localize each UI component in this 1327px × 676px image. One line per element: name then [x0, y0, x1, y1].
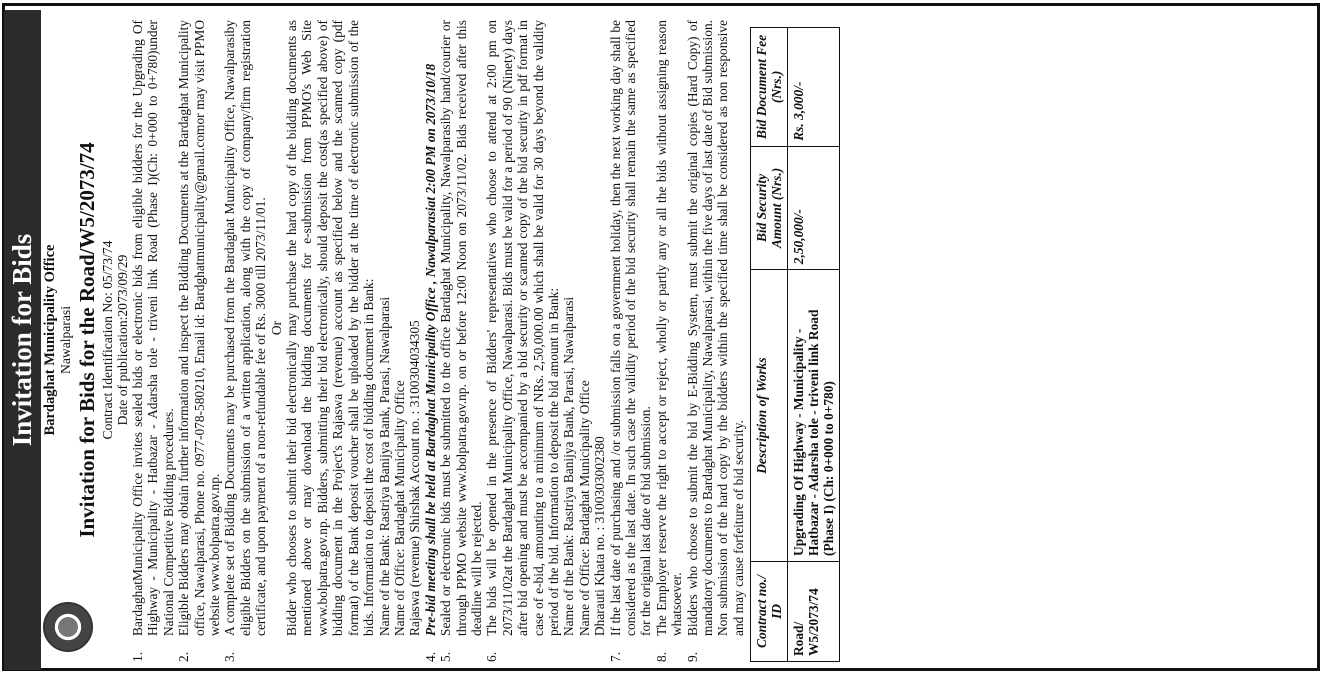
- or-separator: Or: [268, 320, 284, 336]
- list-item: [130, 20, 176, 662]
- column-header: Bid Security Amount (Nrs.): [751, 146, 788, 269]
- bank-name: Name of the Bank: Rastriya Banijya Bank, Parasi, Nawalparasi: [376, 296, 392, 636]
- table-cell: 2,50,000/-: [788, 146, 840, 269]
- deposit-khata: Dharauti Khata no. : 3100303002380: [592, 436, 608, 636]
- item-number: 7.: [607, 651, 623, 662]
- list-item: [438, 20, 484, 662]
- table-cell: Upgrading Of Highway - Municipality - Hatbazar - Adarsha tole - triveni link Road (Phase I) (Ch: 0+000 to 0+780): [788, 270, 840, 562]
- bid-table: [750, 27, 840, 662]
- table-row: [788, 28, 840, 662]
- district-name: Nawalparasi: [58, 306, 73, 374]
- notice-title: Invitation for Bids for the Road/W5/2073/74: [75, 142, 99, 538]
- list-item: [176, 20, 222, 662]
- table-cell: Rs. 3,000/-: [788, 28, 840, 147]
- publication-date: Date of publication:2073/09/29: [115, 254, 130, 426]
- item-number: 9.: [684, 651, 700, 662]
- table-header-row: [751, 28, 788, 662]
- item-text: BardaghatMunicipality Office invites sealed bids or electronic bids from eligible bidders for the Upgrading Of Highway - Municipality - Hatbazar - Adarsha tole - triveni link Road (Phase I)(Ch: 0+000 to 0+780)under National Competitive Bidding procedures.: [130, 20, 176, 636]
- revenue-account: Rajaswa (revenue) Shirshak Account no. : 3100304034305: [407, 320, 423, 636]
- banner-title: Invitation for Bids: [4, 10, 41, 670]
- notice-header: [41, 10, 130, 670]
- list-item: [484, 20, 561, 662]
- item-number: 4.: [422, 651, 438, 662]
- item-text: Pre-bid meeting shall be held at Bardaghat Municipality Office , Nawalparasiat 2:00 PM on 2073/10/18: [422, 63, 438, 636]
- item-text: The Employer reserve the right to accept or reject, wholly or partly any or all the bids without assigning reason whatsoever.: [653, 20, 685, 636]
- list-item: [654, 20, 685, 662]
- item-number: 2.: [176, 651, 192, 662]
- column-header: Contract no./ ID: [751, 561, 788, 661]
- office-name: Bardaghat Municipality Office: [42, 244, 58, 436]
- item-number: 1.: [130, 651, 145, 662]
- item-text: Sealed or electronic bids must be submitted to the office Bardaghat Municipality, Nawalparasiby hand/courier or through PPMO website www.bolpatra.gov.np. on or before 12:00 Noon on 2073/11/02. Bids received after this deadline will be rejected.: [438, 20, 484, 636]
- column-header: Description of Works: [751, 270, 788, 562]
- government-emblem-icon: [43, 602, 93, 652]
- item-text: Eligible Bidders may obtain further information and inspect the Bidding Documents at the Bardaghat Municipality office, Nawalparasi, Phone no. 0977-078-580210, Email id: Bardghatmunicipality@gmail.comor may visit PPMO website www.bolpatra.gov.np.: [176, 20, 223, 636]
- item-number: 3.: [222, 651, 238, 662]
- list-item: [608, 20, 654, 662]
- item-text: A complete set of Bidding Documents may be purchased from the Bardaghat Municipality Office, Nawalparasiby eligible Bidders on the submission of a written application, along with the copy of company/firm registration certificate, and upon payment of a non-refundable fee of Rs. 3000 till 2073/11/01.: [222, 20, 269, 636]
- item-text: The bids will be opened in the presence of Bidders' representatives who choose to attend at 2:00 pm on 2073/11/02at the Bardaghat Municipality Office, Nawalparasi. Bids must be valid for a period of 90 (Ninety) days after bid opening and must be accompanied by a bid security or scanned copy of the bid security in pdf format in case of e-bid, amounting to a minimum of NRs. 2,50,000.00 which shall be valid for 30 days beyond the validity period of the bid. Information to deposit the bid amount in Bank:: [484, 20, 561, 636]
- rotated-notice: [4, 10, 1314, 670]
- office-info: Name of Office: Bardaghat Municipality Office: [391, 380, 407, 636]
- item-text: Bidders who choose to submit the bid by E-Bidding System, must submit the original copies (Hard Copy) of mandatory documents to Bardaghat Municipality, Nawalparasi, within the five days of last date of Bid submission. Non submission of the hard copy by the bidders within the specified time shall be considered as non responsive and may cause forfeiture of bid security.: [684, 20, 746, 636]
- table-cell: Road/ W5/2073/74: [788, 561, 840, 661]
- item-number: 6.: [484, 651, 500, 662]
- deposit-bank-name: Name of the Bank: Rastriya Banijya Bank, Parasi, Nawalparasi: [561, 296, 577, 636]
- item-text: If the last date of purchasing and /or submission falls on a government holiday, then the next working day shall be considered as the last date. In such case the validity period of the bid security shall remain the same as specified for the original last date of bid submission.: [607, 20, 654, 636]
- contract-identification: Contract Identification No: 05/73/74: [100, 240, 115, 440]
- item-number: 8.: [653, 651, 669, 662]
- list-item: [423, 20, 438, 662]
- list-item: [685, 20, 747, 662]
- notice-body: [130, 10, 746, 670]
- e-bid-info: Bidder who chooses to submit their bid electronically may purchase the hard copy of the bidding documents as mentioned above or may download the bidding documents for e-submission from PPMO's Web Site www.bolpatra.gov.np. Bidders, submitting their bid electronically, should deposit the cost(as specified above) of bidding document in the Project's Rajaswa (revenue) account as specified below and the scanned copy (pdf format) of the Bank deposit voucher shall be uploaded by the bidder at the time of electronic submission of the bids. Information to deposit the cost of bidding document in Bank:: [284, 20, 377, 636]
- list-item: [222, 20, 268, 662]
- deposit-office: Name of Office: Bardaghat Municipality Office: [576, 380, 592, 636]
- item-number: 5.: [438, 651, 454, 662]
- column-header: Bid Document Fee (Nrs.): [751, 28, 788, 147]
